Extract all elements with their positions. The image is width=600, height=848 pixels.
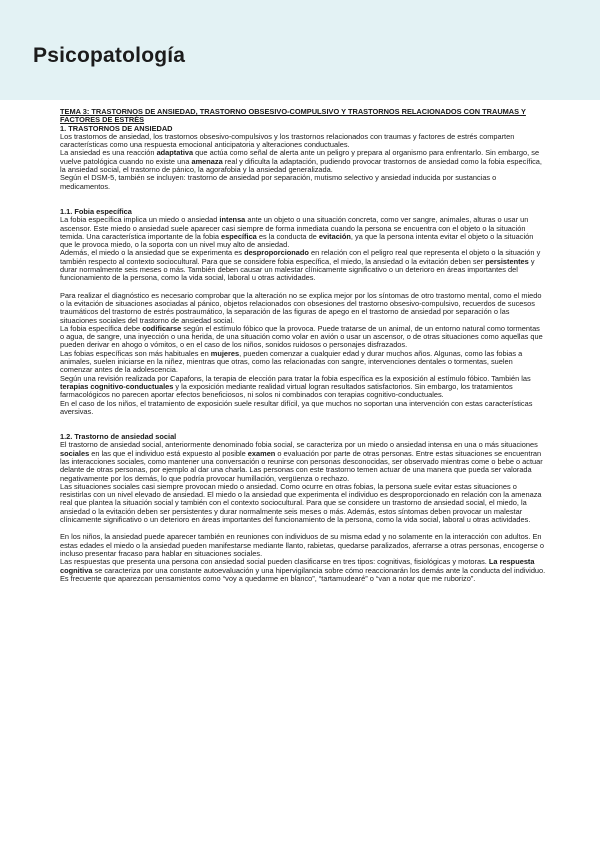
paragraph bbox=[60, 249, 546, 282]
text-run: Además, el miedo o la ansiedad que se experimenta es bbox=[60, 248, 245, 258]
paragraph: En el caso de los niños, el tratamiento de exposición suele resultar difícil, ya que muchos no soportan una intervención con estas características aversivas. bbox=[60, 398, 533, 416]
paragraph bbox=[60, 149, 546, 174]
text-run: y durar normalmente seis meses o más. También deben causar un malestar clínicamente significativo o un deterioro en áreas importantes del funcionamiento de la persona, como la vida social, laboral u otras actividades. bbox=[60, 256, 535, 283]
text-run: ante un objeto o una situación concreta, como ver sangre, animales, alturas o usar un ascensor. Este miedo o ansiedad suele aparecer casi siempre de forma inmediata cuando la persona se encuentra con el objeto o la situación temida. Una característica importante de la fobia bbox=[60, 215, 529, 241]
text-run: Las respuestas que presenta una persona con ansiedad social pueden clasificarse en tres tipos: cognitivas, fisiológicas y motoras. bbox=[60, 557, 489, 567]
text-run: , ya que la persona intenta evitar el objeto o la situación que le provoca miedo, o la soporta con un nivel muy alto de ansiedad. bbox=[60, 231, 534, 250]
paragraph bbox=[60, 441, 546, 482]
text-run: , pueden comenzar a cualquier edad y durar muchos años. Algunas, como las fobias a animales, suelen iniciarse en la niñez, mientras que otras, como las relacionadas con sangre, intervenciones dentales o tormentas, suelen comenzar antes de la adolescencia. bbox=[60, 348, 523, 375]
text-run: en las que el individuo está expuesto al posible bbox=[89, 448, 248, 458]
emphasis-text: amenaza bbox=[191, 156, 223, 166]
paragraph: Los trastornos de ansiedad, los trastornos obsesivo-compulsivos y los trastornos relacionados con traumas y factores de estrés comparten características como una respuesta emocional anticipatoria y alteraciones conductuales. bbox=[60, 131, 515, 150]
text-run: La fobia específica debe bbox=[60, 323, 143, 333]
emphasis-text: adaptativa bbox=[156, 148, 194, 158]
text-run: y la exposición mediante realidad virtual logran resultados satisfactorios. Sin embargo, los tratamientos farmacológicos no parecen aportar efectos beneficiosos, ni solos ni combinados con terapias cognitivo-conductuales. bbox=[60, 381, 513, 400]
paragraph: Según el DSM-5, también se incluyen: trastorno de ansiedad por separación, mutismo selectivo y ansiedad inducida por sustancias o medicamentos. bbox=[60, 173, 497, 191]
document-heading: TEMA 3: TRASTORNOS DE ANSIEDAD, TRASTORNO OBSESIVO-COMPULSIVO Y TRASTORNOS RELACIONADOS CON TRAUMAS Y FACTORES DE ESTRÉS bbox=[60, 107, 526, 125]
section-title-1: 1. TRASTORNOS DE ANSIEDAD bbox=[60, 123, 173, 133]
emphasis-text: examen bbox=[247, 448, 276, 458]
emphasis-text: desproporcionado bbox=[244, 248, 309, 258]
text-run: La fobia específica implica un miedo o ansiedad bbox=[60, 215, 220, 225]
text-run: es la conducta de bbox=[256, 231, 319, 241]
course-title: Psicopatología bbox=[33, 44, 186, 67]
emphasis-text: codificarse bbox=[142, 323, 182, 333]
text-run: o evaluación por parte de otras personas. Entre estas situaciones se encuentran las interacciones sociales, como mantener una conversación o reunirse con personas desconocidas, ser observado mientras come o bebe o actuar delante de otras personas, por ejemplo al dar una charla. Las personas con este trastorno temen actuar de una manera que pueda ser valorada negativamente por los demás, lo que podría provocar humillación, vergüenza o rechazo. bbox=[60, 448, 543, 483]
text-run: que actúa como señal de alerta ante un peligro y prepara al organismo para enfrentarlo. Sin embargo, se vuelve patológica cuando no existe una bbox=[60, 148, 540, 166]
emphasis-text: sociales bbox=[60, 448, 90, 458]
text-run: Según una revisión realizada por Capafons, la terapia de elección para tratar la fobia específica es la exposición al estímulo fóbico. También las bbox=[60, 373, 531, 383]
document-body bbox=[60, 108, 546, 583]
emphasis-text: específica bbox=[221, 231, 257, 241]
text-run: se caracteriza por una constante autoevaluación y una hipervigilancia sobre cómo reaccionarán los demás ante la conducta del individuo. Es frecuente que aparezcan pensamientos como “voy a quedarme en blanco”, “tartamudearé” o “van a notar que me ruborizo”. bbox=[60, 565, 546, 583]
text-run: según el estímulo fóbico que la provoca. Puede tratarse de un animal, de un entorno natural como tormentas o agua, de sangre, una inyección o una herida, de una situación como volar en avión o usar un ascensor, o de otras situaciones como aquellas que pueden derivar en ahogo o vómitos, o en el caso de los niños, sonidos ruidosos o personajes disfrazados. bbox=[60, 323, 543, 350]
text-run: en relación con el peligro real que representa el objeto o la situación y también respecto al contexto sociocultural. Para que se considere fobia específica, el miedo, la ansiedad o la evitación deben ser bbox=[60, 248, 541, 266]
header-banner bbox=[0, 0, 600, 100]
emphasis-text: intensa bbox=[219, 215, 246, 225]
emphasis-text: evitación bbox=[318, 231, 351, 241]
paragraph: En los niños, la ansiedad puede aparecer también en reuniones con individuos de su misma edad y no solamente en la interacción con adultos. En estas edades el miedo o la ansiedad pueden manifestarse mediante llanto, rabietas, quedarse paralizados, aferrarse a otras personas, encogerse o incluso presentar fracaso para hablar en situaciones sociales. bbox=[60, 532, 544, 558]
paragraph: Las situaciones sociales casi siempre provocan miedo o ansiedad. Como ocurre en otras fobias, la persona suele evitar estas situaciones o resistirlas con un nivel elevado de ansiedad. El miedo o la ansiedad que experimenta el individuo es desproporcionado en relación con la amenaza real que plantea la situación social y también con el contexto sociocultural. Para que se considere un trastorno de ansiedad social, el miedo, la ansiedad o la evitación deben ser persistentes y durar normalmente seis meses o más. Además, estos síntomas deben provocar un malestar clínicamente significativo o un deterioro en áreas importantes del funcionamiento de la persona, como la vida social, laboral u otras actividades. bbox=[60, 481, 542, 525]
section-title-1-2: 1.2. Trastorno de ansiedad social bbox=[60, 432, 177, 442]
text-run: real y dificulta la adaptación, pudiendo provocar trastornos de ansiedad como la fobia específica, la ansiedad social, el trastorno de pánico, la agorafobia y la ansiedad generalizada. bbox=[60, 156, 542, 175]
section-title-1-1: 1.1. Fobia específica bbox=[60, 206, 132, 216]
paragraph bbox=[60, 216, 546, 249]
text-run: Las fobias específicas son más habituales en bbox=[60, 348, 211, 358]
emphasis-text: terapias cognitivo-conductuales bbox=[60, 381, 174, 391]
emphasis-text: mujeres bbox=[210, 348, 240, 358]
emphasis-text: persistentes bbox=[485, 256, 529, 266]
paragraph bbox=[60, 375, 546, 400]
paragraph: Para realizar el diagnóstico es necesario comprobar que la alteración no se explica mejor por los síntomas de otro trastorno mental, como el miedo o la evitación de situaciones asociadas al pánico, objetos relacionados con obsesiones del trastorno obsesivo-compulsivo, recuerdos de sucesos traumáticos del trastorno de estrés postraumático, la separación de las figuras de apego en el trastorno de ansiedad por separación o las situaciones sociales del trastorno de ansiedad social. bbox=[60, 290, 542, 325]
text-run: El trastorno de ansiedad social, anteriormente denominado fobia social, se caracteriza por un miedo o ansiedad intensa en una o más situaciones bbox=[60, 440, 538, 450]
paragraph bbox=[60, 350, 546, 375]
paragraph bbox=[60, 558, 546, 583]
text-run: La ansiedad es una reacción bbox=[60, 148, 157, 158]
emphasis-text: La respuesta cognitiva bbox=[60, 557, 535, 575]
paragraph bbox=[60, 325, 546, 350]
